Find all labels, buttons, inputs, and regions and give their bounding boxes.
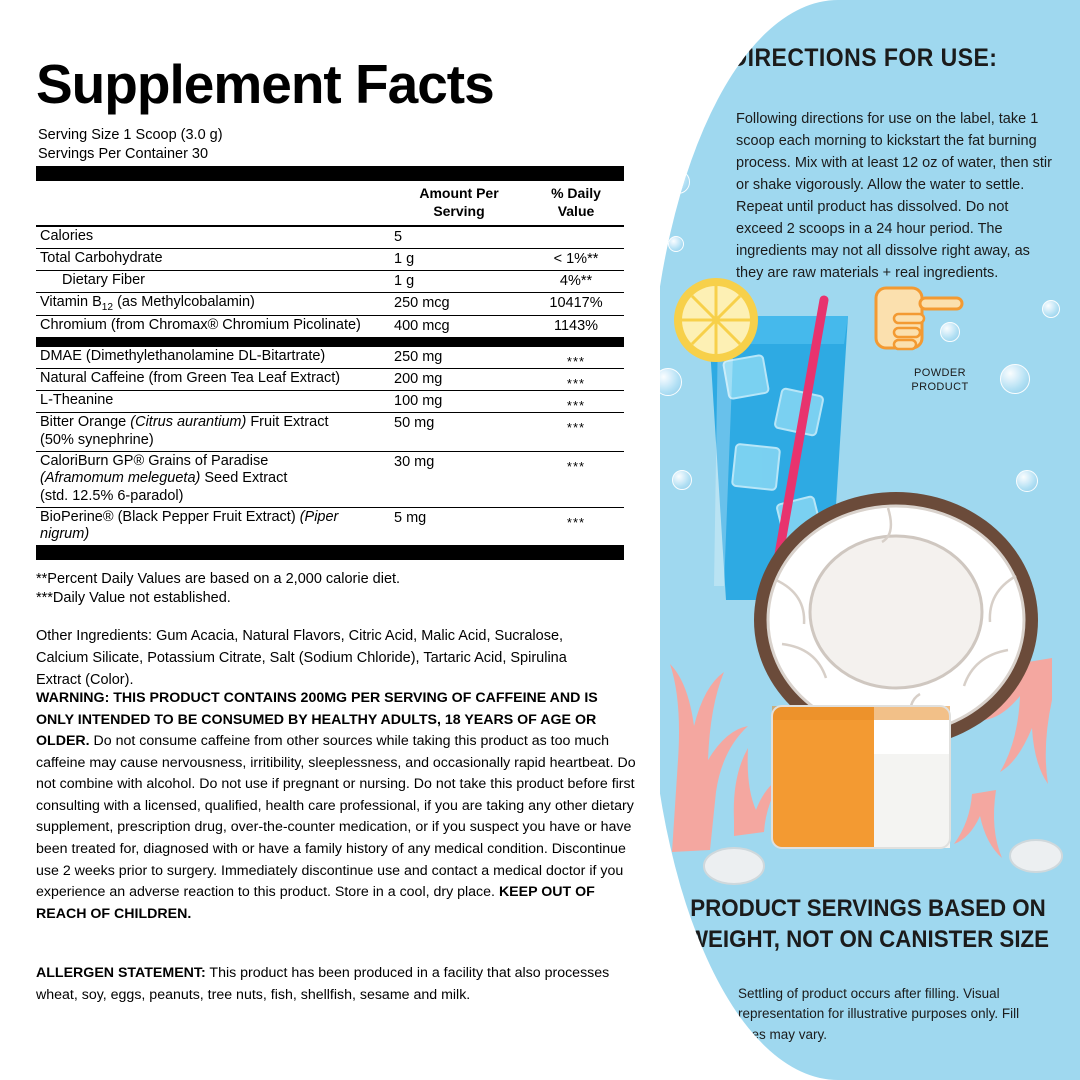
warning-statement <box>36 688 636 925</box>
powder-label-line1: POWDER <box>914 367 966 379</box>
warning-body: Do not consume caffeine from other sources while taking this product as too much caffeine may cause nervousness, irritibility, sleeplessness, and occasionally rapid heartbeat. Do not combine with alcohol. Do not use if pregnant or nursing. Do not take this product before first consulting with a licensed, qualified, health care professional, if you are taking any other dietary supplement, prescription drug, over-the-counter medication, or if you suspect you have or have been treated for, diagnosed with or have a family history of any medical condition. Discontinue use 2 weeks prior to surgery. Immediately discontinue use and contact a medical doctor if you experience an adverse reaction to this product. Store in a cool, dry place. <box>36 733 636 901</box>
nutrient-dv: 10417% <box>549 295 603 311</box>
powder-product-label <box>890 367 990 395</box>
directions-panel <box>648 0 1080 1080</box>
nutrient-dv: *** <box>566 458 586 474</box>
table-row <box>36 391 624 413</box>
footnote-dv-not-established: ***Daily Value not established. <box>36 589 231 606</box>
nutrient-amount: 100 mg <box>394 393 443 410</box>
footnote-percent-dv: **Percent Daily Values are based on a 2,000 calorie diet. <box>36 571 401 587</box>
table-row <box>36 347 624 369</box>
nutrient-amount: 1 g <box>394 273 415 289</box>
nutrient-dv: 4%** <box>559 273 593 289</box>
nutrient-dv: < 1%** <box>553 251 599 267</box>
table-row <box>36 369 624 391</box>
column-header-daily-value <box>528 185 624 220</box>
nutrient-name: Total Carbohydrate <box>40 250 163 266</box>
column-header-dv-line2: Value <box>557 202 595 219</box>
nutrient-name: DMAE (Dimethylethanolamine DL-Bitartrate) <box>40 348 326 365</box>
table-row <box>36 249 624 271</box>
table-row <box>36 227 624 249</box>
allergen-statement <box>36 963 626 1006</box>
powder-label-line2: PRODUCT <box>911 380 969 393</box>
page-title: Supplement Facts <box>36 53 494 115</box>
nutrient-dv: *** <box>566 354 586 370</box>
table-row <box>36 316 624 338</box>
serving-size: Serving Size 1 Scoop (3.0 g) <box>38 127 223 143</box>
table-row <box>36 452 624 508</box>
table-row <box>36 413 624 451</box>
nutrient-name: Natural Caffeine (from Green Tea Leaf Extract) <box>40 370 341 387</box>
column-header-amount-line1: Amount Per <box>419 185 499 201</box>
directions-body: Following directions for use on the label, take 1 scoop each morning to kickstart the fat burning process. Mix with at least 12 oz of water, then stir or shake vigorously. Allow the water to settle. Repeat until product has dissolved. Do not exceed 2 scoops in a 24 hour period. The ingredients may not all dissolve right away, as they are raw materials + real ingredients. <box>736 111 1052 282</box>
servings-note: Settling of product occurs after filling. Visual representation for illustrative purposes only. Fill lines may vary. <box>738 986 1020 1042</box>
nutrient-name: Calories <box>40 228 94 244</box>
nutrient-name: Dietary Fiber <box>62 272 145 288</box>
table-section-divider <box>36 338 624 347</box>
table-row <box>36 508 624 545</box>
table-top-rule <box>36 166 624 181</box>
nutrient-amount: 250 mg <box>394 349 443 366</box>
nutrient-amount: 5 mg <box>394 509 427 526</box>
table-row <box>36 271 624 293</box>
nutrient-dv: *** <box>566 376 586 392</box>
nutrient-amount: 400 mcg <box>394 318 450 335</box>
nutrient-dv: *** <box>566 420 586 436</box>
nutrient-dv: 1143% <box>553 318 599 335</box>
other-ingredients: Other Ingredients: Gum Acacia, Natural Flavors, Citric Acid, Malic Acid, Sucralose, Calcium Silicate, Potassium Citrate, Salt (Sodium Chloride), Tartaric Acid, Spirulina Extract (Color). <box>36 628 567 689</box>
nutrient-dv: *** <box>566 514 586 530</box>
table-row <box>36 293 624 316</box>
servings-headline: PRODUCT SERVINGS BASED ON WEIGHT, NOT ON CANISTER SIZE <box>686 895 1050 954</box>
footnotes <box>36 570 400 608</box>
allergen-label: ALLERGEN STATEMENT: <box>36 965 206 981</box>
nutrient-amount: 1 g <box>394 251 415 267</box>
warning-bold-lead: WARNING: THIS PRODUCT CONTAINS 200MG PER SERVING OF CAFFEINE AND IS ONLY INTENDED TO BE CONSUMED BY HEALTHY ADULTS, 18 YEARS OF AGE OR OLDER. <box>36 690 598 750</box>
column-header-dv-line1: % Daily <box>551 185 601 201</box>
nutrition-table <box>36 166 624 560</box>
allergen-body: This product has been produced in a facility that also processes wheat, soy, eggs, peanuts, tree nuts, fish, shellfish, sesame and milk. <box>36 965 610 1003</box>
nutrient-amount: 5 <box>394 229 403 245</box>
table-bottom-rule <box>36 545 624 560</box>
nutrient-name: CaloriBurn GP® Grains of Paradise (Aframomum melegueta) Seed Extract (std. 12.5% 6-paradol) <box>40 452 288 505</box>
column-header-amount <box>394 185 524 220</box>
nutrient-name: BioPerine® (Black Pepper Fruit Extract) (Piper nigrum) <box>40 508 339 543</box>
warning-bold-tail: KEEP OUT OF REACH OF CHILDREN. <box>36 884 595 922</box>
servings-per-container: Servings Per Container 30 <box>38 146 209 162</box>
nutrient-amount: 200 mg <box>394 371 443 388</box>
directions-title: DIRECTIONS FOR USE: <box>730 44 998 72</box>
nutrient-name: Chromium (from Chromax® Chromium Picolinate) <box>40 317 361 334</box>
nutrient-amount: 50 mg <box>394 415 435 432</box>
table-header <box>36 181 624 227</box>
nutrient-name: L-Theanine <box>40 392 114 409</box>
nutrient-amount: 250 mcg <box>394 295 450 311</box>
nutrient-name: Vitamin $B_{12}$ (as Methylcobalamin) <box>40 294 255 313</box>
column-header-amount-line2: Serving <box>433 202 485 219</box>
nutrient-amount: 30 mg <box>394 453 435 470</box>
nutrient-name: Bitter Orange (Citrus aurantium) Fruit Extract (50% synephrine) <box>40 414 329 448</box>
nutrient-dv: *** <box>566 398 586 414</box>
